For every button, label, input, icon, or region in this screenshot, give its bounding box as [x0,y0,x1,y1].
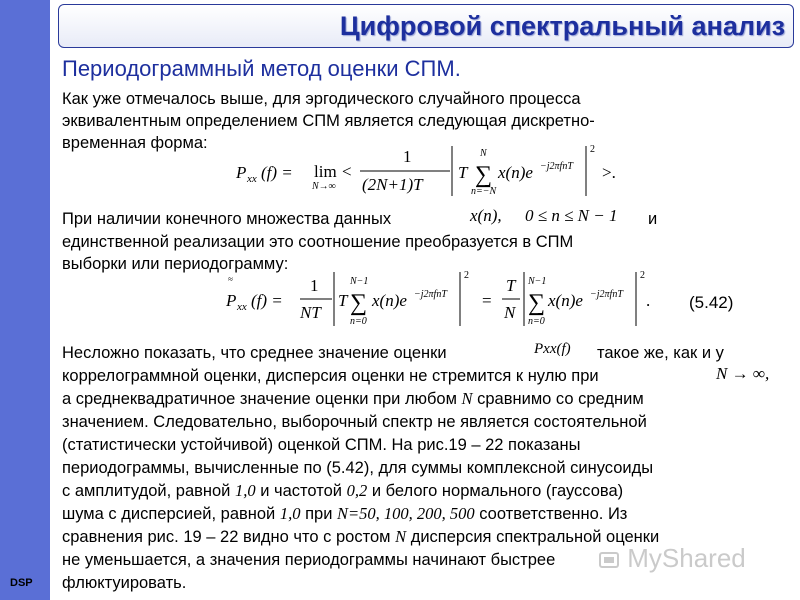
svg-text:1: 1 [310,276,319,295]
svg-text:x(n)e: x(n)e [372,291,407,310]
math-amplitude: 1,0 [235,481,256,500]
svg-text:N: N [504,303,516,322]
para3-line10: не уменьшается, а значения периодограммы начинают быстрее [62,551,556,569]
equation-psd-definition [230,140,650,202]
para3-line9-a: сравнения рис. 19 – 22 видно что с ростом [62,528,391,546]
equation-number: (5.42) [689,293,734,312]
svg-text:−j2πfnT: −j2πfnT [414,289,447,300]
sidebar-label: DSP [10,577,33,589]
svg-text:N→∞: N→∞ [312,181,336,192]
watermark-text: MyShared [627,543,746,573]
svg-text:xx: xx [247,173,257,185]
svg-text:=: = [482,291,492,310]
para3-line3-end: сравнимо со средним [477,390,644,408]
svg-text:T: T [506,276,516,295]
para3-line7-c: и белого нормального (гауссова) [371,482,624,500]
svg-text:T: T [458,163,468,182]
math-n-infinity: N → ∞, [716,364,770,383]
svg-text:n=0: n=0 [350,316,367,327]
math-N-2: N [395,527,407,546]
math-x-n: x(n), [470,206,502,225]
para3-line6: периодограммы, вычисленные по (5.42), для суммы комплексной синусоиды [62,459,654,477]
para3-line8-b: при [305,505,333,523]
svg-text:.: . [646,291,651,310]
para3-line2: коррелограммной оценки, дисперсия оценки не стремится к нулю при [62,367,599,385]
svg-text:N−1: N−1 [528,276,547,287]
para3-line3-text: а среднеквадратичное значение оценки при любом [62,390,457,408]
para2-line3: выборки или периодограмму: [62,255,289,273]
para2-text1: При наличии конечного множества данных [62,210,392,228]
svg-text:NT: NT [300,303,321,322]
svg-text:−j2πfnT: −j2πfnT [590,289,623,300]
slide-title: Цифровой спектральный анализ [339,11,785,41]
svg-text:2: 2 [464,270,469,281]
para1-line3: временная форма: [62,134,208,152]
svg-text:P: P [236,163,247,182]
para3-line3 [62,388,644,410]
para2-line1 [62,208,391,230]
para3-line8-c: соответственно. Из [479,505,628,523]
svg-text:∑: ∑ [350,290,368,316]
math-p-estimate: Pxx(f) [534,341,571,357]
svg-text:(2N+1)T: (2N+1)T [362,175,423,194]
svg-text:(f) =: (f) = [261,163,293,182]
para3-line7 [62,480,623,502]
watermark [598,543,746,574]
svg-text:T: T [338,291,348,310]
slide-subtitle: Периодограммный метод оценки СПМ. [62,56,461,81]
svg-text:x(n)e: x(n)e [498,163,533,182]
svg-text:n=0: n=0 [528,316,545,327]
svg-text:(f) =: (f) = [251,291,283,310]
left-sidebar [0,0,50,600]
svg-text:2: 2 [640,270,645,281]
svg-text:≈: ≈ [228,274,233,284]
para3-line8 [62,503,627,525]
math-N-1: N [461,389,473,408]
math-range: 0 ≤ n ≤ N − 1 [525,206,618,225]
para2-line2: единственной реализации это соотношение преобразуется в СПМ [62,233,574,251]
svg-text:lim: lim [314,162,337,181]
para3-line9 [62,526,659,548]
svg-text:−j2πfnT: −j2πfnT [540,161,573,172]
equation-periodogram [220,266,670,334]
svg-text:<: < [342,162,352,181]
title-bar [58,4,794,48]
svg-text:n=−N: n=−N [471,186,497,197]
para3-line4: значением. Следовательно, выборочный спектр не является состоятельной [62,413,647,431]
para3-line5: (статистически устойчивой) оценкой СПМ. На рис.19 – 22 показаны [62,436,581,454]
svg-text:P: P [226,291,237,310]
para1-line2: эквивалентным определением СПМ является следующая дискретно- [62,112,595,130]
para3-line7-b: и частотой [260,482,342,500]
svg-text:xx: xx [237,301,247,313]
para3-line8-a: шума с дисперсией, равной [62,505,276,523]
math-n-values: N=50, 100, 200, 500 [337,504,475,523]
svg-text:N−1: N−1 [350,276,369,287]
svg-text:x(n)e: x(n)e [548,291,583,310]
para3-line9-b: дисперсия спектральной оценки [410,528,660,546]
para3-line1-end: такое же, как и у [597,344,724,362]
svg-text:2: 2 [590,144,595,155]
svg-text:N: N [480,148,487,159]
svg-text:1: 1 [403,147,412,166]
para3-line7-a: с амплитудой, равной [62,482,231,500]
svg-text:∑: ∑ [475,162,493,188]
para1-line1: Как уже отмечалось выше, для эргодического случайного процесса [62,90,581,108]
para2-and: и [648,210,658,228]
math-variance: 1,0 [279,504,301,523]
svg-text:∑: ∑ [528,290,546,316]
para3-line1: Несложно показать, что среднее значение оценки [62,344,447,362]
math-frequency: 0,2 [346,481,368,500]
para3-line11: флюктуировать. [62,574,187,592]
watermark-icon [598,549,620,571]
svg-text:>.: >. [602,163,616,182]
